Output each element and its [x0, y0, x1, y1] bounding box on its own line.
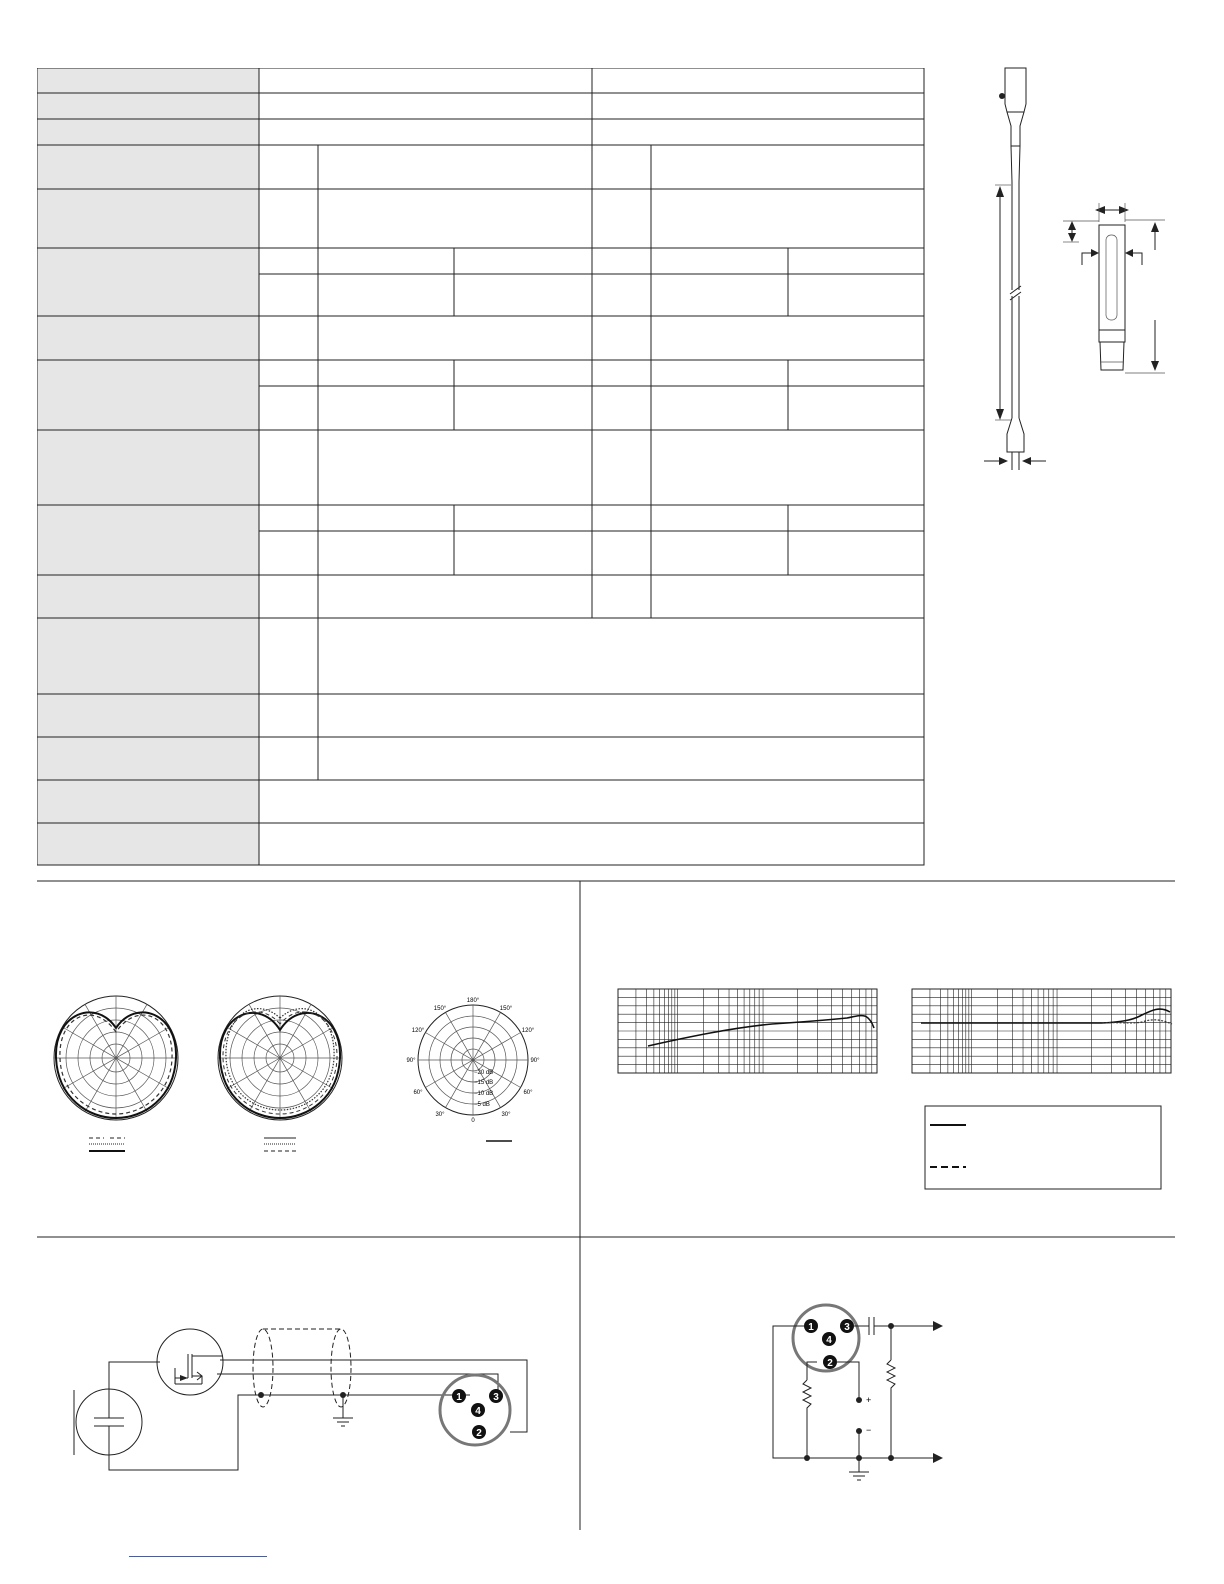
polar3-ring-5db: −5 dB	[474, 1102, 490, 1108]
polar-patterns	[40, 985, 570, 1170]
phantom-wiring-diagram	[765, 1300, 950, 1490]
polar3-ring-15db: −15 dB	[474, 1080, 494, 1086]
pin-1-label: 1	[456, 1392, 462, 1403]
polar3-angle-90-right: 90°	[530, 1058, 540, 1064]
pin-4-label: 4	[475, 1406, 481, 1417]
polar3-angle-150-left: 150°	[433, 1006, 447, 1012]
plus-sign: +	[866, 1395, 872, 1405]
polar3-angle-120-left: 120°	[411, 1028, 425, 1034]
polar3-angle-0: 0	[471, 1118, 475, 1124]
fet-symbol	[157, 1329, 223, 1395]
polar-chart-2	[218, 996, 342, 1151]
polar3-angle-30-left: 30°	[435, 1112, 445, 1118]
polar3-angle-90-left: 90°	[406, 1058, 416, 1064]
pin-3-label: 3	[844, 1322, 850, 1333]
pin-1-label: 1	[808, 1322, 814, 1333]
connector-pinout-left	[440, 1375, 510, 1445]
frequency-response-chart-1	[618, 989, 877, 1073]
polar3-angle-60-right: 60°	[523, 1090, 533, 1096]
pin-3-label: 3	[493, 1392, 499, 1403]
polar-chart-1	[54, 996, 178, 1151]
fr-legend	[925, 1106, 1161, 1189]
polar3-ring-10db: −10 dB	[474, 1091, 494, 1097]
frequency-response-section	[612, 984, 1182, 1194]
internal-wiring-diagram	[60, 1310, 540, 1490]
pin-4-label: 4	[826, 1335, 832, 1346]
frequency-response-chart-2	[912, 989, 1171, 1073]
polar3-ring-20db: −20 dB	[474, 1070, 494, 1076]
polar3-angle-150-right: 150°	[499, 1006, 513, 1012]
polar-chart-3	[406, 998, 540, 1141]
capsule-symbol	[74, 1389, 142, 1455]
connector-pinout-right	[793, 1305, 859, 1371]
polar3-angle-120-right: 120°	[521, 1028, 535, 1034]
polar3-angle-180: 180°	[466, 998, 480, 1004]
polar3-angle-30-right: 30°	[501, 1112, 511, 1118]
pin-2-label: 2	[827, 1358, 833, 1369]
footer-link[interactable]	[129, 1556, 267, 1557]
pin-2-label: 2	[476, 1428, 482, 1439]
polar3-angle-60-left: 60°	[413, 1090, 423, 1096]
minus-sign: −	[866, 1425, 872, 1435]
